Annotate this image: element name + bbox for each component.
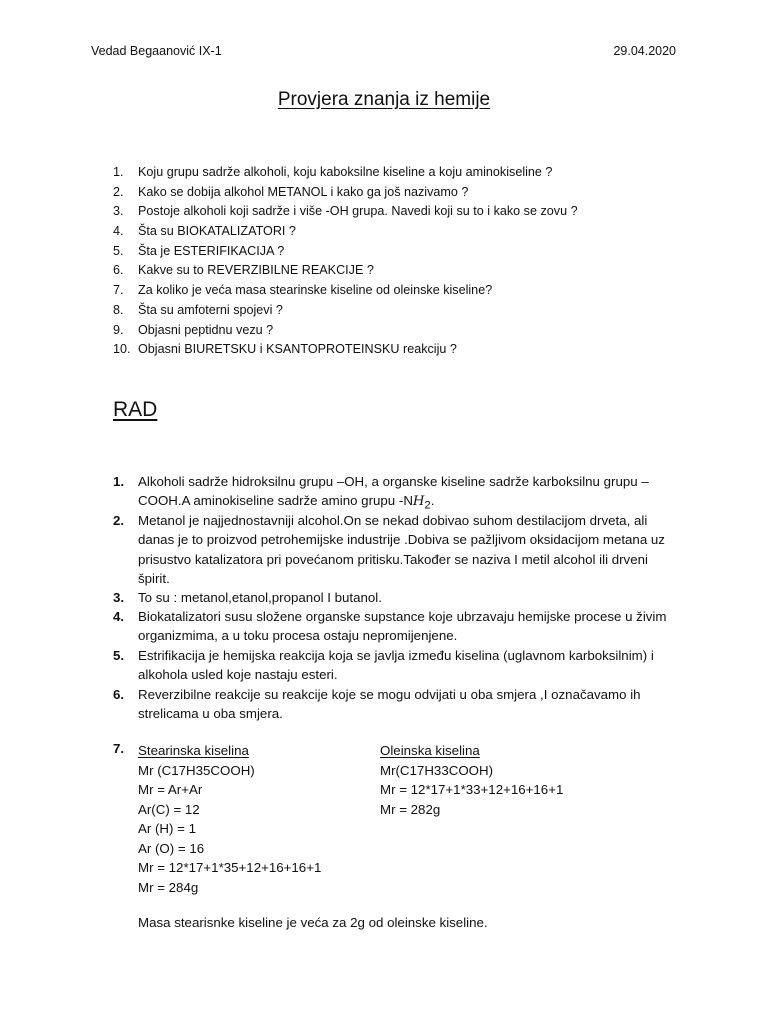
question-number: 9. bbox=[113, 322, 124, 337]
question-item bbox=[113, 321, 578, 341]
calc-line: Mr(C17H33COOH) bbox=[380, 762, 494, 778]
question-number: 4. bbox=[113, 224, 124, 239]
question-text: Šta su amfoterni spojevi ? bbox=[138, 302, 283, 317]
answer-body: Alkoholi sadrže hidroksilnu grupu –OH, a organske kiseline sadrže karboksilnu grupu –COOH.A aminokiseline sadrže amino grupu -N bbox=[138, 474, 649, 509]
answer-item bbox=[113, 646, 683, 685]
question-text: Objasni BIURETSKU i KSANTOPROTEINSKU reakciju ? bbox=[138, 342, 457, 357]
answer-number: 3. bbox=[113, 590, 125, 605]
question-item bbox=[113, 242, 578, 262]
conclusion-text: Masa stearisnke kiseline je veća za 2g od oleinske kiseline. bbox=[138, 915, 488, 930]
question-number: 7. bbox=[113, 283, 124, 298]
question-text: Koju grupu sadrže alkoholi, koju kaboksilne kiseline a koju aminokiseline ? bbox=[138, 165, 553, 179]
calc-line: Mr = 12*17+1*33+12+16+16+1 bbox=[380, 782, 564, 797]
question-text: Kako se dobija alkohol METANOL i kako ga još nazivamo ? bbox=[138, 184, 469, 199]
formula-subscript: 2 bbox=[424, 500, 431, 513]
question-item bbox=[113, 163, 578, 183]
calc-line: Mr (C17H35COOH) bbox=[138, 762, 255, 778]
answer-item bbox=[113, 607, 683, 646]
answer-text: Reverzibilne reakcije su reakcije koje se mogu odvijati u oba smjera ,I označavamo ih strelicama u oba smjera. bbox=[138, 687, 641, 722]
question-text: Šta je ESTERIFIKACIJA ? bbox=[138, 243, 285, 258]
question-number: 6. bbox=[113, 263, 124, 278]
calc-line: Mr = Ar+Ar bbox=[138, 782, 203, 797]
author-name: Vedad Begaanović IX-1 bbox=[91, 44, 222, 58]
question-text: Šta su BIOKATALIZATORI ? bbox=[138, 224, 296, 239]
answer-number: 2. bbox=[113, 513, 125, 528]
question-item bbox=[113, 281, 578, 301]
answer-number: 6. bbox=[113, 687, 125, 702]
questions-list bbox=[113, 163, 578, 360]
question-text: Za koliko je veća masa stearinske kiseline od oleinske kiseline? bbox=[138, 283, 493, 298]
formula-h: H bbox=[412, 494, 425, 510]
question-item bbox=[113, 183, 578, 203]
answer-item bbox=[113, 685, 683, 724]
answer-text bbox=[138, 472, 683, 516]
oleic-acid-heading: Oleinska kiselina bbox=[380, 743, 480, 758]
calc-line: Ar(C) = 12 bbox=[138, 801, 200, 817]
question-item bbox=[113, 261, 578, 281]
calc-line: Ar (H) = 1 bbox=[138, 821, 196, 836]
work-heading: RAD bbox=[113, 398, 158, 421]
stearic-acid-column bbox=[138, 741, 321, 897]
answer-item bbox=[113, 511, 683, 589]
stearic-acid-heading: Stearinska kiselina bbox=[138, 743, 249, 758]
calc-line: Mr = 282g bbox=[380, 801, 441, 817]
question-text: Postoje alkoholi koji sadrže i više -OH grupa. Navedi koji su to i kako se zovu ? bbox=[138, 204, 578, 219]
document-date: 29.04.2020 bbox=[613, 44, 676, 58]
answer-number: 7. bbox=[113, 741, 125, 756]
question-number: 5. bbox=[113, 243, 124, 258]
answer-tail: . bbox=[430, 493, 435, 509]
question-number: 10. bbox=[113, 342, 131, 357]
question-number: 3. bbox=[113, 204, 124, 219]
calc-line: Mr = 12*17+1*35+12+16+16+1 bbox=[138, 860, 322, 875]
question-item bbox=[113, 301, 578, 321]
answer-text: To su : metanol,etanol,propanol I butanol. bbox=[138, 590, 382, 605]
question-number: 8. bbox=[113, 302, 124, 317]
answer-item bbox=[113, 472, 683, 516]
question-number: 1. bbox=[113, 165, 124, 179]
question-text: Kakve su to REVERZIBILNE REAKCIJE ? bbox=[138, 263, 374, 278]
question-text: Objasni peptidnu vezu ? bbox=[138, 322, 274, 337]
page-title: Provjera znanja iz hemije bbox=[277, 89, 491, 110]
answer-item bbox=[113, 588, 683, 607]
answer-text: Metanol je najjednostavniji alcohol.On se nekad dobivao suhom destilacijom drveta, ali danas je to proizvod petrohemijske industrije .Dobiva se pažljivom oksidacijom metana uz prisustvo katalizatora pri povećanom pritisku.Također se naziva I metil alcohol ili drveni špirit. bbox=[138, 513, 665, 587]
oleic-acid-column bbox=[380, 741, 563, 819]
answer-text: Estrifikacija je hemijska reakcija koja se javlja između kiselina (uglavnom karboksilnim) i alkohola usled koje nastaju esteri. bbox=[138, 648, 654, 683]
answer-number: 1. bbox=[113, 474, 125, 489]
question-item bbox=[113, 202, 578, 222]
calc-line: Ar (O) = 16 bbox=[138, 840, 205, 856]
question-item bbox=[113, 340, 578, 360]
question-number: 2. bbox=[113, 184, 124, 199]
answer-number: 5. bbox=[113, 648, 125, 663]
question-item bbox=[113, 222, 578, 242]
calc-line: Mr = 284g bbox=[138, 879, 199, 895]
answer-number: 4. bbox=[113, 609, 125, 624]
answer-text: Biokatalizatori susu složene organske supstance koje ubrzavaju hemijske procese u živim organizmima, a u toku procesa ostaju nepromijenjene. bbox=[138, 609, 667, 644]
